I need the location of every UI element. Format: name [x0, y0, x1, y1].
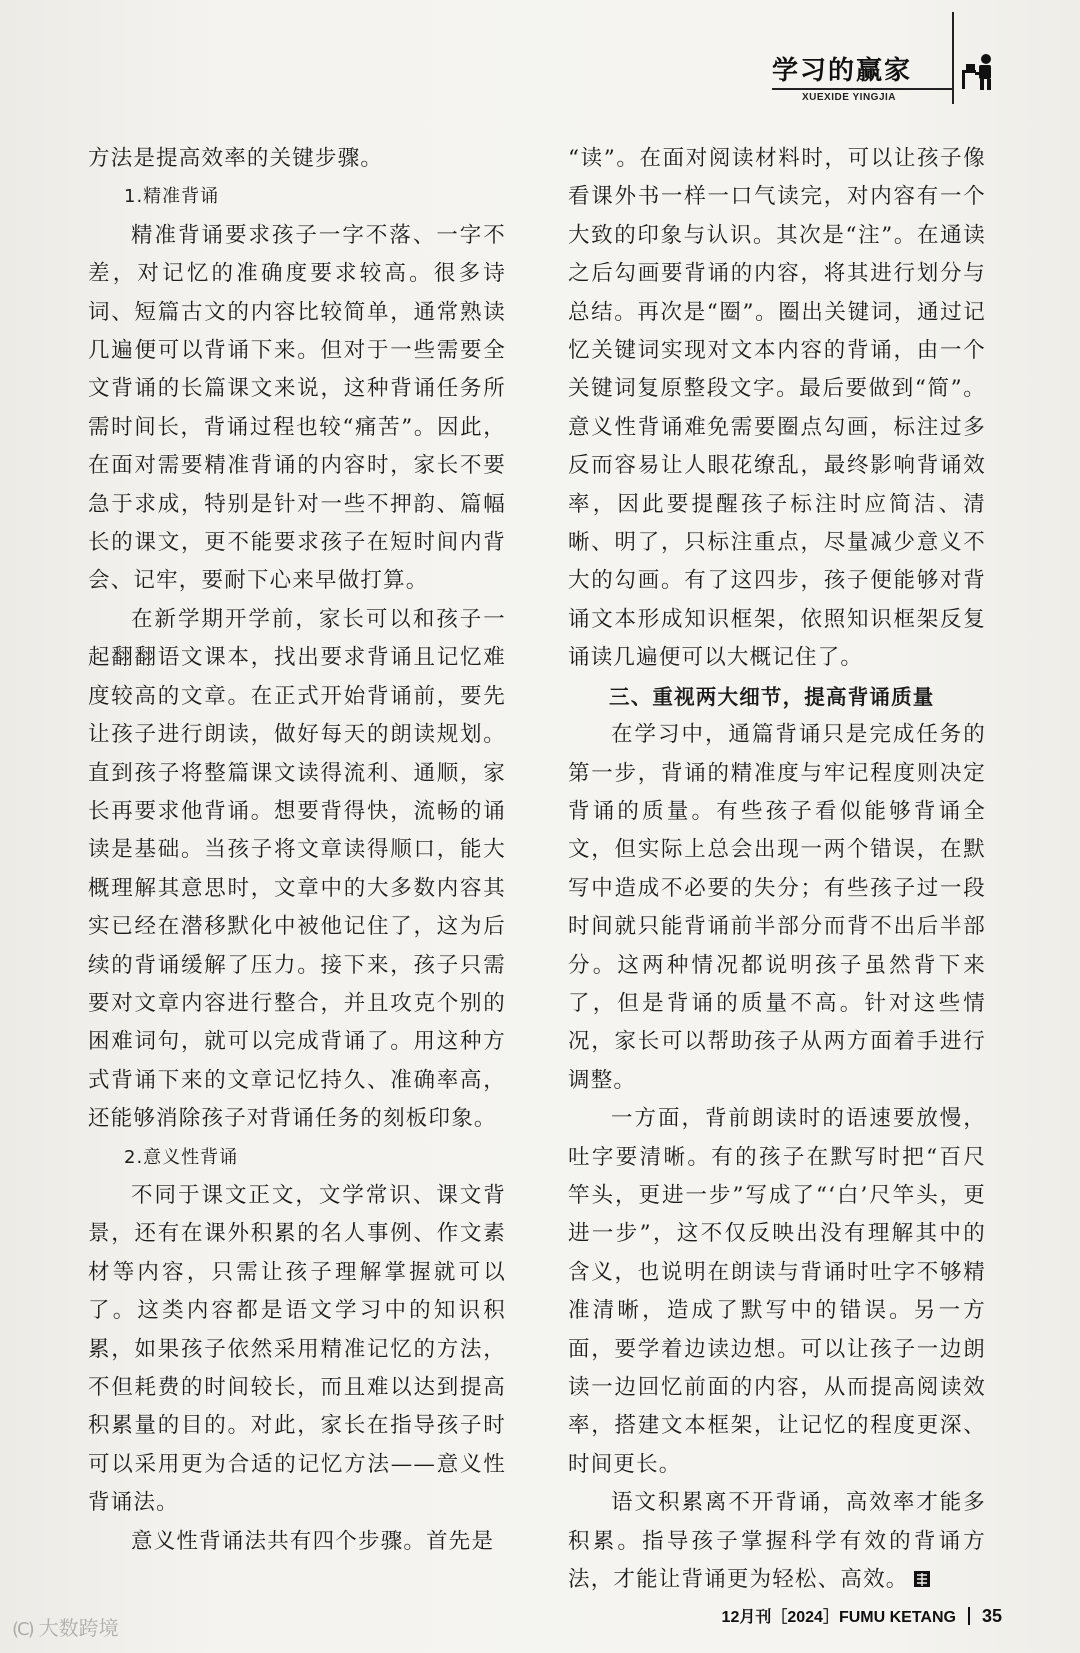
paragraph-text: 三、重视两大细节，提高背诵质量 — [609, 684, 935, 709]
left-text-column — [88, 140, 506, 1561]
watermark — [12, 1612, 119, 1641]
body-paragraph — [88, 1177, 506, 1523]
paragraph-text: 2.意义性背诵 — [124, 1146, 239, 1168]
end-mark-icon — [913, 1570, 931, 1588]
paragraph-text: 语文积累离不开背诵，高效率才能多积累。指导孩子掌握科学有效的背诵方法，才能让背诵更为轻松、高效。 — [568, 1490, 986, 1593]
paragraph-text: 不同于课文正文，文学常识、课文背景，还有在课外积累的名人事例、作文素材等内容，只需让孩子理解掌握就可以了。这类内容都是语文学习中的知识积累，如果孩子依然采用精准记忆的方法，不但耗费的时间较长，而且难以达到提高积累量的目的。对此，家长在指导孩子时可以采用更为合适的记忆方法——意义性背诵法。 — [88, 1182, 506, 1516]
body-paragraph — [568, 716, 986, 1100]
body-paragraph — [88, 601, 506, 1139]
paragraph-text: 在学习中，通篇背诵只是完成任务的第一步，背诵的精准度与牢记程度则决定背诵的质量。有些孩子看似能够背诵全文，但实际上总会出现一两个错误，在默写中造成不必要的失分；有些孩子过一段时间就只能背诵前半部分而背不出后半部分。这两种情况都说明孩子虽然背下来了，但是背诵的质量不高。针对这些情况，家长可以帮助孩子从两方面着手进行调整。 — [568, 722, 986, 1093]
paragraph-text: 一方面，背前朗读时的语速要放慢，吐字要清晰。有的孩子在默写时把“百尺竿头，更进一步”写成了“‘白’尺竿头，更进一步”，这不仅反映出没有理解其中的含义，也说明在朗读与背诵时吐字不够精准清晰，造成了默写中的错误。另一方面，要学着边读边想。可以让孩子一边朗读一边回忆前面的内容，从而提高阅读效率，搭建文本框架，让记忆的程度更深、时间更长。 — [568, 1106, 986, 1477]
issue-info: 12月刊［2024］FUMU KETANG — [721, 1609, 956, 1626]
body-paragraph — [568, 140, 986, 678]
section-header — [772, 42, 1002, 104]
section-heading — [568, 678, 986, 716]
section-title: 学习的赢家 — [772, 56, 913, 86]
paragraph-text: 精准背诵要求孩子一字不落、一字不差，对记忆的准确度要求较高。很多诗词、短篇古文的内容比较简单，通常熟读几遍便可以背诵下来。但对于一些需要全文背诵的长篇课文来说，这种背诵任务所需时间长，背诵过程也较“痛苦”。因此，在面对需要精准背诵的内容时，家长不要急于求成，特别是针对一些不押韵、篇幅长的课文，更不能要求孩子在短时间内背会、记牢，要耐下心来早做打算。 — [88, 222, 506, 594]
paragraph-text: “读”。在面对阅读材料时，可以让孩子像看课外书一样一口气读完，对内容有一个大致的印象与认识。其次是“注”。在通读之后勾画要背诵的内容，将其进行划分与总结。再次是“圈”。圈出关键词，通过记忆关键词实现对文本内容的背诵，由一个关键词复原整段文字。最后要做到“简”。意义性背诵难免需要圈点勾画，标注过多反而容易让人眼花缭乱，最终影响背诵效率，因此要提醒孩子标注时应简洁、清晰、明了，只标注重点，尽量减少意义不大的勾画。有了这四步，孩子便能够对背诵文本形成知识框架，依照知识框架反复诵读几遍便可以大概记住了。 — [568, 146, 986, 671]
watermark-text: 大数跨境 — [38, 1616, 119, 1640]
body-paragraph — [88, 1523, 506, 1561]
body-paragraph — [88, 217, 506, 601]
subsection-heading — [88, 178, 506, 216]
footer-divider — [968, 1607, 970, 1625]
header-rule — [772, 88, 954, 90]
body-paragraph — [568, 1100, 986, 1484]
paragraph-text: 意义性背诵法共有四个步骤。首先是 — [131, 1528, 495, 1554]
page-number: 35 — [981, 1606, 1002, 1626]
subsection-heading — [88, 1139, 506, 1177]
body-paragraph — [88, 140, 506, 178]
paragraph-text: 方法是提高效率的关键步骤。 — [88, 146, 384, 171]
page-footer — [722, 1604, 1002, 1627]
right-text-column — [568, 140, 986, 1599]
child-reading-icon — [956, 50, 1000, 94]
paragraph-text: 1.精准背诵 — [124, 186, 220, 208]
body-paragraph — [568, 1484, 986, 1599]
section-subtitle: XUEXIDE YINGJIA — [802, 92, 897, 103]
header-vertical-rule — [952, 12, 954, 104]
watermark-logo: (C) — [12, 1619, 33, 1640]
paragraph-text: 在新学期开学前，家长可以和孩子一起翻翻语文课本，找出要求背诵且记忆难度较高的文章。在正式开始背诵前，要先让孩子进行朗读，做好每天的朗读规划。直到孩子将整篇课文读得流利、通顺，家长再要求他背诵。想要背得快，流畅的诵读是基础。当孩子将文章读得顺口，能大概理解其意思时，文章中的大多数内容其实已经在潜移默化中被他记住了，这为后续的背诵缓解了压力。接下来，孩子只需要对文章内容进行整合，并且攻克个别的困难词句，就可以完成背诵了。用这种方式背诵下来的文章记忆持久、准确率高，还能够消除孩子对背诵任务的刻板印象。 — [88, 606, 506, 1132]
